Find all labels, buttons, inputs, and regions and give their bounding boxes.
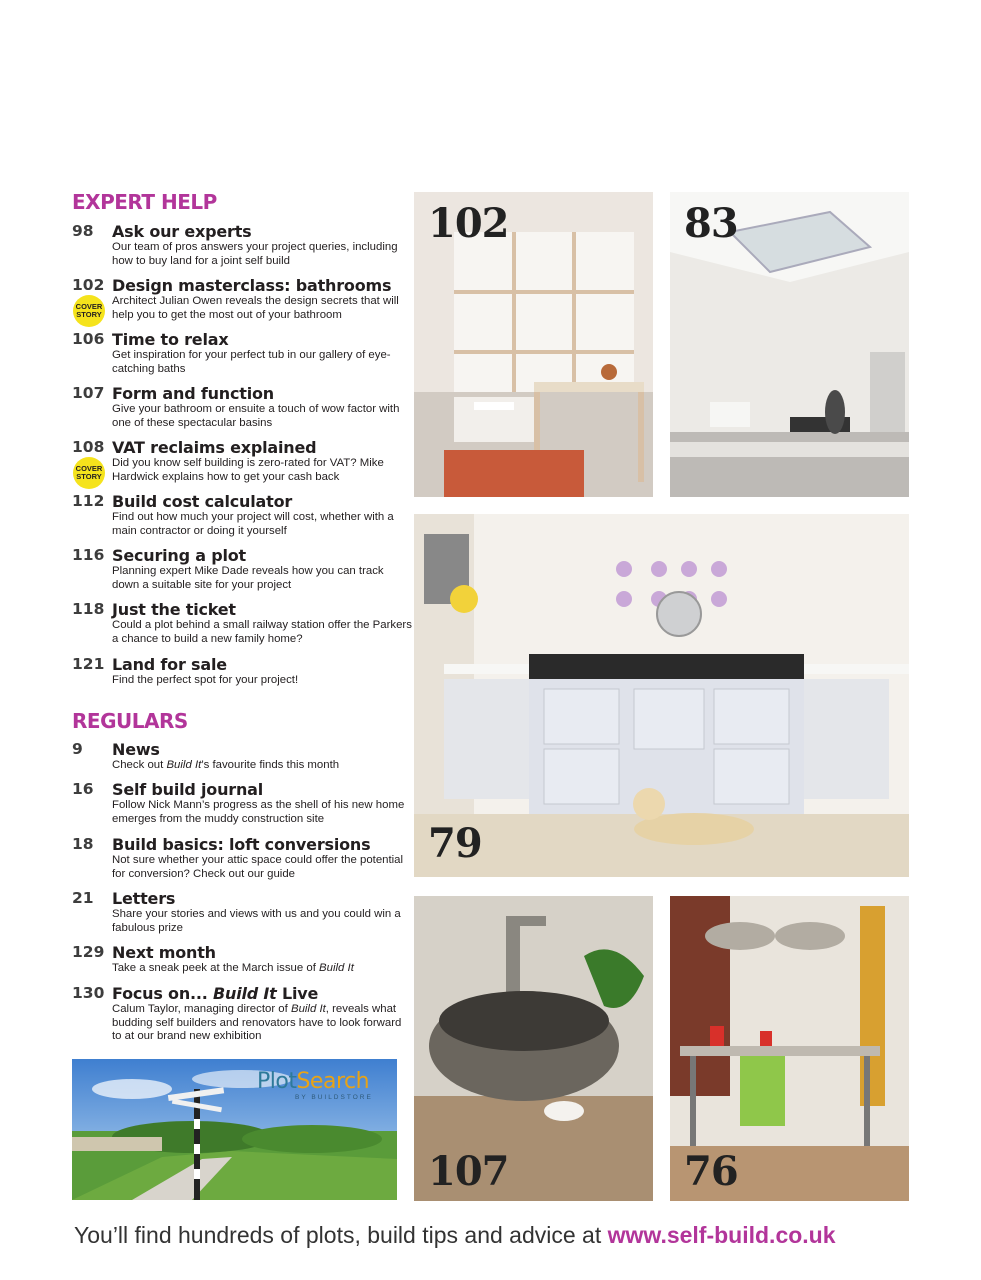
aga-kitchen-photo[interactable] (414, 514, 909, 877)
entry-title: Form and function (112, 384, 274, 403)
plotsearch-banner[interactable] (72, 1059, 397, 1200)
entry-title: Just the ticket (112, 600, 236, 619)
entry-description: Not sure whether your attic space could offer the potential for conversion? Check out our guide (112, 854, 404, 880)
regulars-heading: REGULARS (72, 709, 188, 733)
bathroom-photo[interactable] (414, 192, 653, 497)
page-number: 18 (72, 835, 94, 853)
page-number: 106 (72, 330, 105, 348)
entry-title: Ask our experts (112, 222, 252, 241)
entry-title: Build cost calculator (112, 492, 293, 511)
entry-title: Design masterclass: bathrooms (112, 276, 392, 295)
entry-description: Our team of pros answers your project queries, including how to buy land for a joint self build (112, 241, 398, 267)
entry-description: Did you know self building is zero-rated for VAT? Mike Hardwick explains how to get your cash back (112, 457, 384, 483)
entry-description: Give your bathroom or ensuite a touch of wow factor with one of these spectacular basins (112, 403, 400, 429)
page-number: 9 (72, 740, 83, 758)
page-number: 129 (72, 943, 105, 961)
entry-description: Could a plot behind a small railway station offer the Parkers a chance to build a new family home? (112, 619, 412, 645)
entry-description: Check out Build It’s favourite finds this month (112, 759, 340, 771)
entry-description: Share your stories and views with us and you could win a fabulous prize (112, 908, 401, 934)
footer-line (74, 1222, 836, 1249)
entry-description: Planning expert Mike Dade reveals how you can track down a suitable site for your project (112, 565, 384, 591)
page-number: 112 (72, 492, 105, 510)
kitchen-photo[interactable] (670, 192, 909, 497)
entry-title: Self build journal (112, 780, 264, 799)
page-number: 108 (72, 438, 105, 456)
page-number: 121 (72, 655, 105, 673)
entry-title: VAT reclaims explained (112, 438, 317, 457)
photo-page-number: 83 (684, 200, 738, 247)
entry-title: Letters (112, 889, 176, 908)
entry-title: Next month (112, 943, 216, 962)
entry-description: Find out how much your project will cost, whether with a main contractor or doing it yourself (112, 511, 394, 537)
entry-title: Build basics: loft conversions (112, 835, 371, 854)
page-number: 102 (72, 276, 105, 294)
entry-title: Securing a plot (112, 546, 246, 565)
entry-title: Focus on... Build It Live (112, 984, 319, 1003)
website-link[interactable]: www.self-build.co.uk (607, 1222, 836, 1248)
entry-description: Calum Taylor, managing director of Build It, reveals what budding self builders and renovators have to look forward to at our brand new exhibition (112, 1003, 402, 1043)
entry-description: Follow Nick Mann’s progress as the shell of his new home emerges from the muddy construction site (112, 799, 405, 825)
cover-story-badge: COVER STORY (73, 295, 105, 327)
expert-help-heading: EXPERT HELP (72, 190, 217, 214)
entry-title: News (112, 740, 160, 759)
photo-page-number: 76 (684, 1148, 738, 1195)
page-number: 21 (72, 889, 94, 907)
entry-title: Land for sale (112, 655, 227, 674)
page-number: 116 (72, 546, 105, 564)
plotsearch-logo: PlotSearch BY BUILDSTORE (257, 1069, 373, 1101)
page-number: 118 (72, 600, 105, 618)
entry-description: Take a sneak peek at the March issue of Build It (112, 962, 354, 974)
page-number: 130 (72, 984, 105, 1002)
entry-description: Get inspiration for your perfect tub in our gallery of eye-catching baths (112, 349, 391, 375)
page-number: 107 (72, 384, 105, 402)
basin-photo[interactable] (414, 896, 653, 1201)
footer-text: You’ll find hundreds of plots, build tips and advice at (74, 1222, 608, 1248)
photo-page-number: 79 (428, 820, 482, 867)
photo-page-number: 102 (428, 200, 509, 247)
entry-description: Find the perfect spot for your project! (112, 674, 299, 686)
entry-description: Architect Julian Owen reveals the design secrets that will help you to get the most out of your bathroom (112, 295, 399, 321)
industrial-kitchen-photo[interactable] (670, 896, 909, 1201)
cover-story-badge: COVER STORY (73, 457, 105, 489)
page-number: 16 (72, 780, 94, 798)
aga-kitchen-image (414, 514, 909, 877)
entry-title: Time to relax (112, 330, 229, 349)
photo-page-number: 107 (428, 1148, 509, 1195)
page-number: 98 (72, 222, 94, 240)
